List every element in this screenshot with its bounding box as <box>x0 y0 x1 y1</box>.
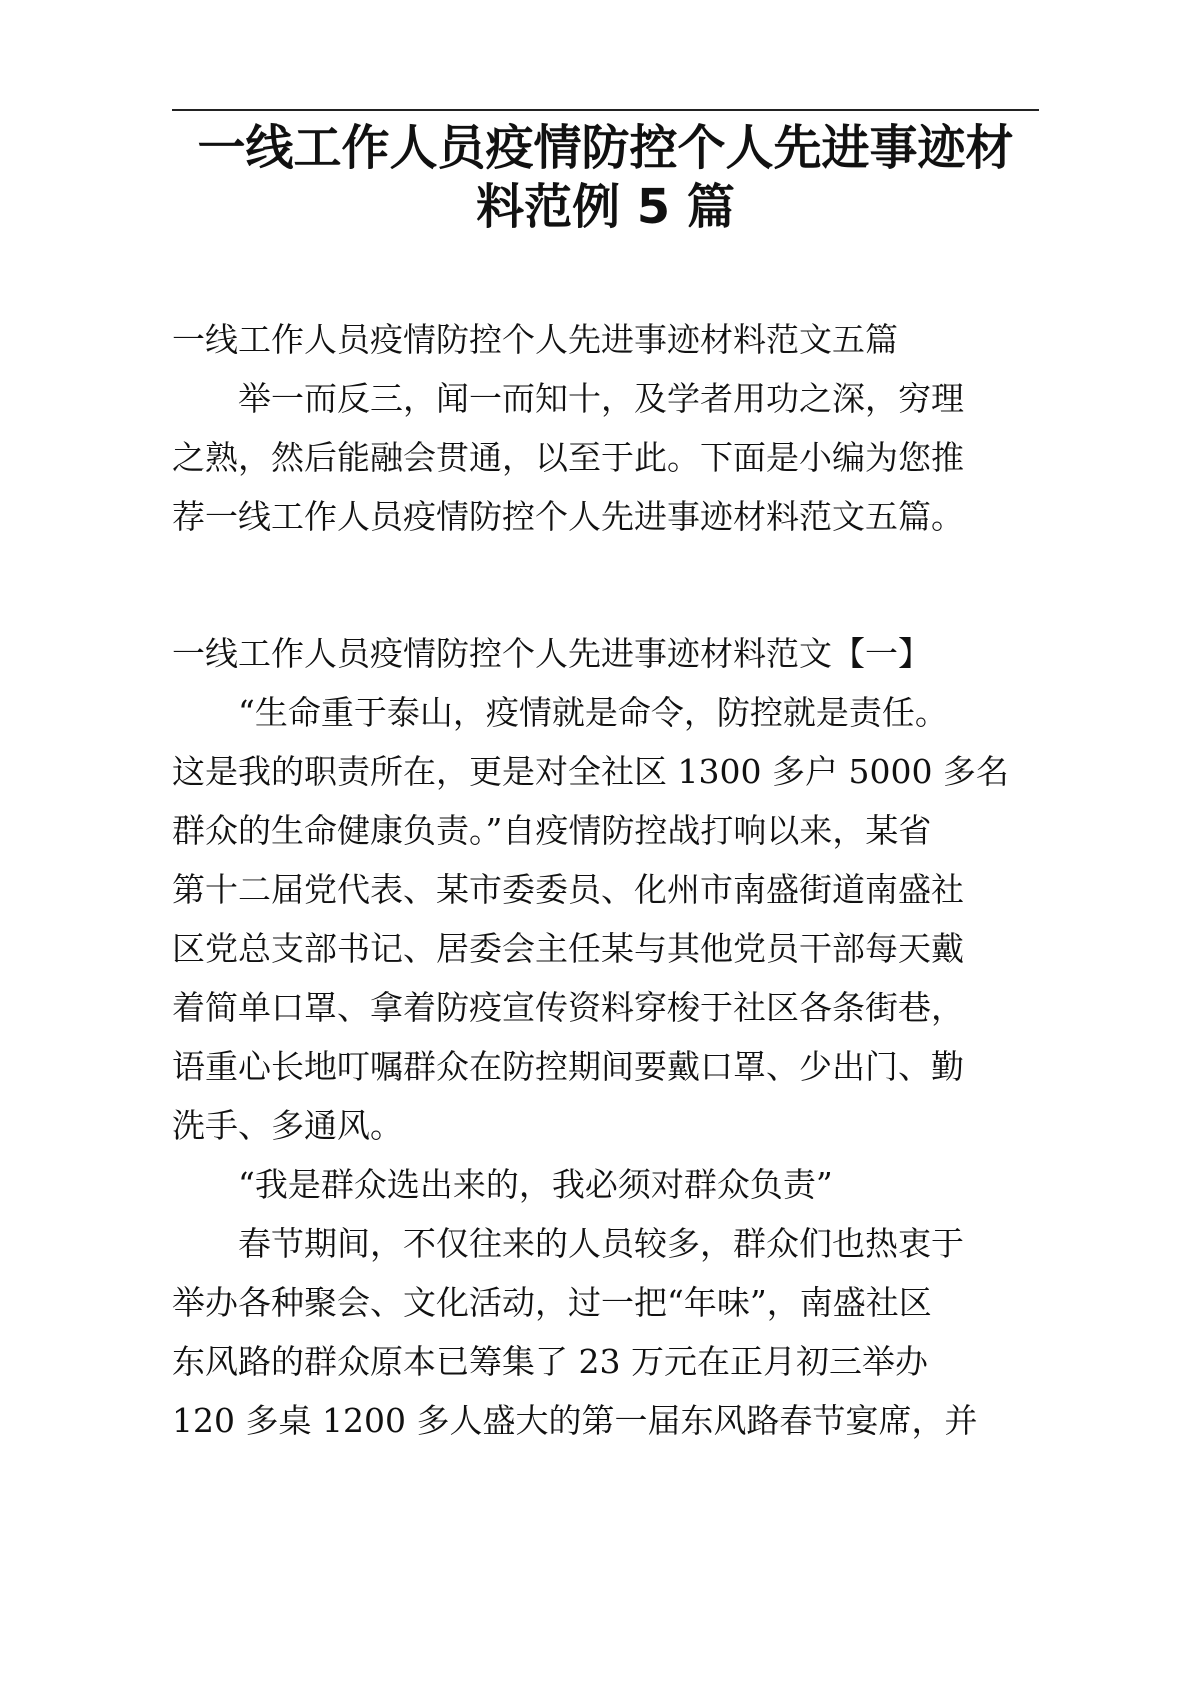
top-rule <box>172 109 1039 111</box>
intro-line: 荐一线工作人员疫情防控个人先进事迹材料范文五篇。 <box>172 497 964 536</box>
paragraph-line: 这是我的职责所在，更是对全社区 1300 多户 5000 多名 <box>172 752 1009 791</box>
intro-line: 举一而反三，闻一而知十，及学者用功之深，穷理 <box>238 379 964 418</box>
intro-line: 之熟，然后能融会贯通，以至于此。下面是小编为您推 <box>172 438 964 477</box>
paragraph-line: 春节期间，不仅往来的人员较多，群众们也热衷于 <box>238 1224 964 1263</box>
paragraph-line: 着简单口罩、拿着防疫宣传资料穿梭于社区各条街巷， <box>172 988 964 1027</box>
paragraph-line: 群众的生命健康负责。”自疫情防控战打响以来，某省 <box>172 811 932 850</box>
paragraph-line: “生命重于泰山，疫情就是命令，防控就是责任。 <box>238 693 948 732</box>
intro-heading: 一线工作人员疫情防控个人先进事迹材料范文五篇 <box>172 320 898 359</box>
paragraph-line: 区党总支部书记、居委会主任某与其他党员干部每天戴 <box>172 929 964 968</box>
document-body <box>172 310 1039 1450</box>
paragraph-line: 第十二届党代表、某市委委员、化州市南盛街道南盛社 <box>172 870 964 909</box>
paragraph-line: 120 多桌 1200 多人盛大的第一届东风路春节宴席，并 <box>172 1401 978 1440</box>
document-title <box>172 114 1039 232</box>
paragraph-line: 语重心长地叮嘱群众在防控期间要戴口罩、少出门、勤 <box>172 1047 964 1086</box>
title-line: 一线工作人员疫情防控个人先进事迹材 <box>197 120 1014 173</box>
section-heading: 一线工作人员疫情防控个人先进事迹材料范文【一】 <box>172 634 931 673</box>
paragraph-line: 东风路的群众原本已筹集了 23 万元在正月初三举办 <box>172 1342 928 1381</box>
paragraph-line: 洗手、多通风。 <box>172 1106 403 1145</box>
title-line: 料范例 5 篇 <box>476 179 735 232</box>
paragraph-line: 举办各种聚会、文化活动，过一把“年味”，南盛社区 <box>172 1283 932 1322</box>
paragraph-gap <box>172 546 1039 624</box>
quote-line: “我是群众选出来的，我必须对群众负责” <box>238 1165 833 1204</box>
